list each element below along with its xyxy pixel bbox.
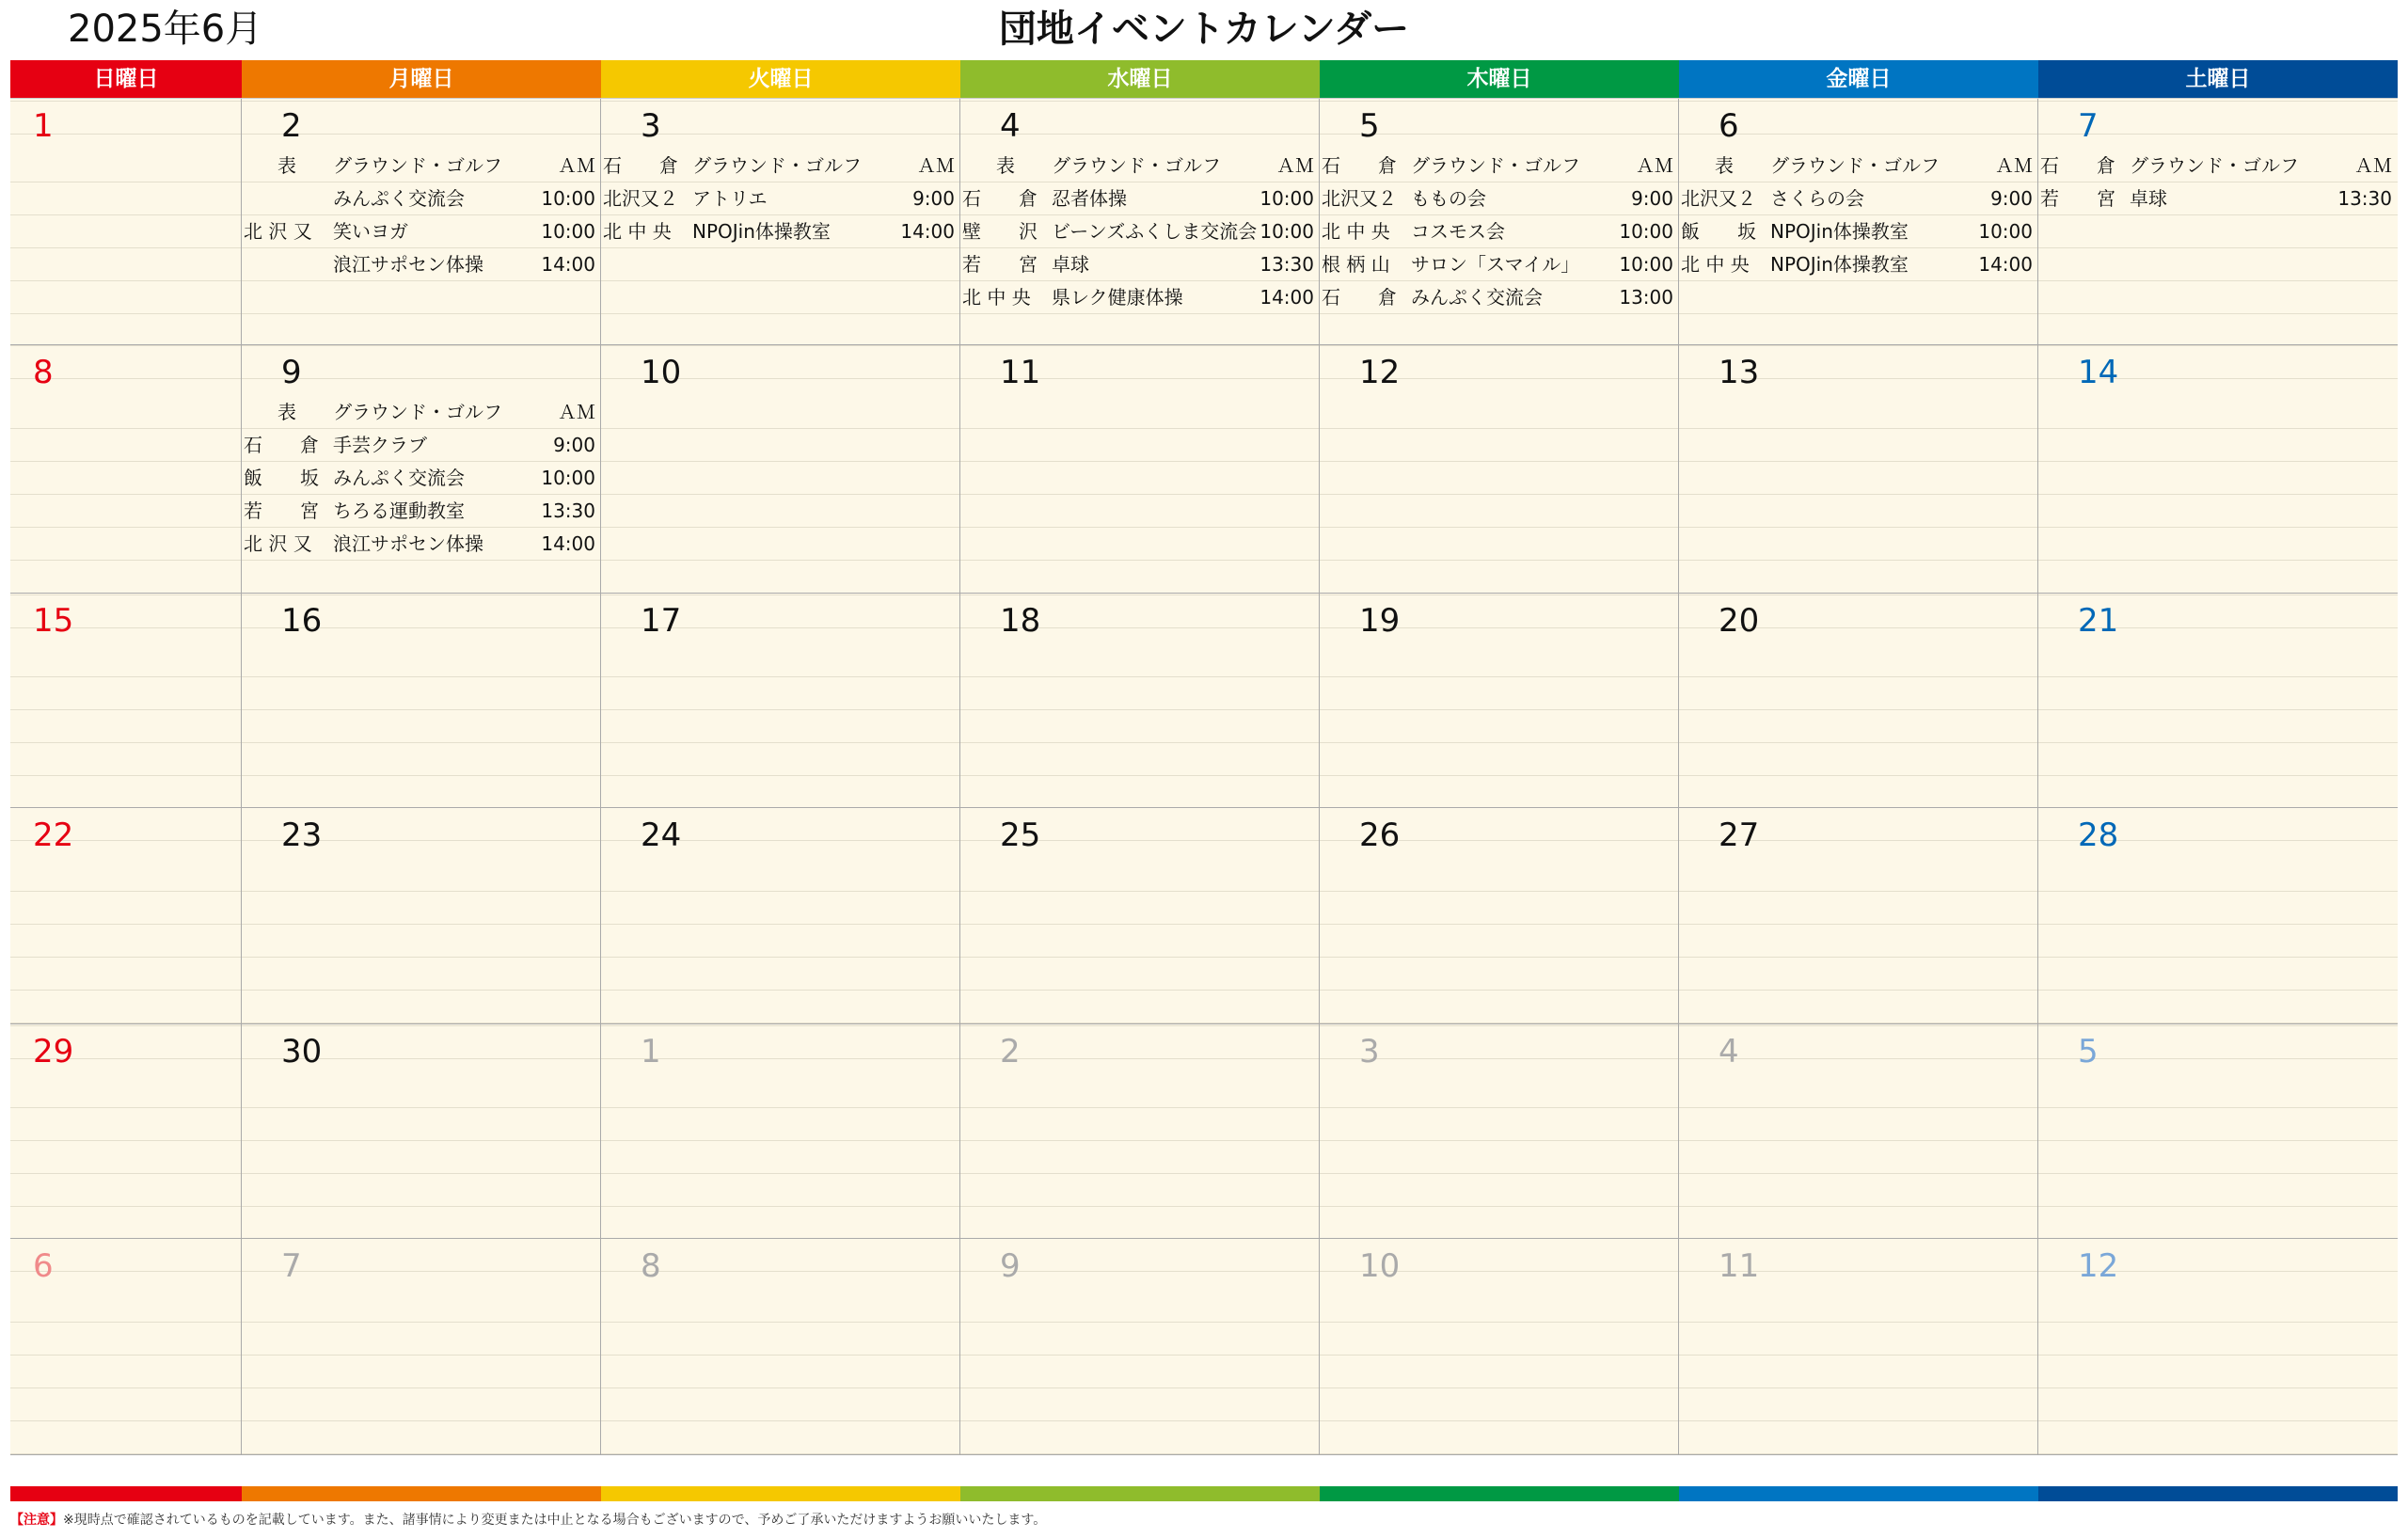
day-cell[interactable] bbox=[1679, 345, 2038, 594]
event-time: ＡＭ bbox=[1636, 154, 1673, 177]
day-cell[interactable] bbox=[960, 808, 1320, 1024]
bottom-bar-segment bbox=[1320, 1486, 1679, 1501]
day-number: 17 bbox=[641, 602, 682, 640]
weekday-wed: 水曜日 bbox=[960, 60, 1320, 98]
event-time: 13:30 bbox=[2337, 187, 2392, 210]
event-name: 卓球 bbox=[2130, 187, 2167, 210]
event-time: 9:00 bbox=[1631, 187, 1673, 210]
event-time: 9:00 bbox=[553, 434, 595, 456]
day-cell[interactable] bbox=[1679, 1239, 2038, 1455]
event-row bbox=[244, 248, 597, 281]
event-time: ＡＭ bbox=[917, 154, 955, 177]
day-number: 1 bbox=[33, 107, 54, 145]
day-number: 9 bbox=[1000, 1247, 1021, 1285]
event-name: 忍者体操 bbox=[1052, 187, 1127, 210]
day-cell[interactable] bbox=[242, 808, 601, 1024]
day-cell[interactable] bbox=[601, 345, 960, 594]
event-row bbox=[1681, 150, 2035, 182]
event-location: 北沢又２ bbox=[1681, 187, 1756, 210]
day-cell[interactable] bbox=[242, 1239, 601, 1455]
day-cell[interactable] bbox=[10, 1024, 242, 1239]
day-number: 5 bbox=[2078, 1033, 2099, 1070]
day-cell[interactable] bbox=[601, 808, 960, 1024]
day-number: 23 bbox=[281, 817, 323, 854]
event-location: 北 中 央 bbox=[1681, 253, 1750, 276]
event-row bbox=[962, 215, 1316, 248]
day-cell[interactable] bbox=[1320, 1024, 1679, 1239]
event-name: みんぷく交流会 bbox=[1411, 286, 1543, 309]
day-cell[interactable] bbox=[2038, 1024, 2398, 1239]
event-location: 表 bbox=[1715, 154, 1734, 177]
day-number: 2 bbox=[1000, 1033, 1021, 1070]
page-title: 団地イベントカレンダー bbox=[998, 8, 1410, 51]
event-location: 石 倉 bbox=[1322, 154, 1397, 177]
event-time: 10:00 bbox=[541, 187, 595, 210]
event-name: 浪江サポセン体操 bbox=[333, 532, 483, 555]
event-name: みんぷく交流会 bbox=[333, 467, 465, 489]
day-number: 14 bbox=[2078, 354, 2119, 391]
event-row bbox=[244, 182, 597, 215]
event-location: 石 倉 bbox=[603, 154, 678, 177]
day-cell[interactable] bbox=[960, 594, 1320, 808]
event-name: 卓球 bbox=[1052, 253, 1089, 276]
event-row bbox=[1681, 248, 2035, 281]
event-time: ＡＭ bbox=[558, 154, 595, 177]
day-number: 16 bbox=[281, 602, 323, 640]
day-cell[interactable] bbox=[601, 99, 960, 345]
day-cell[interactable] bbox=[1320, 808, 1679, 1024]
event-name: みんぷく交流会 bbox=[333, 187, 465, 210]
day-cell[interactable] bbox=[1679, 99, 2038, 345]
day-number: 12 bbox=[2078, 1247, 2119, 1285]
day-cell[interactable] bbox=[1320, 99, 1679, 345]
event-location: 表 bbox=[277, 154, 296, 177]
event-location: 若 宮 bbox=[244, 499, 319, 522]
weekday-tue: 火曜日 bbox=[601, 60, 960, 98]
year-month-label: 2025年6月 bbox=[68, 8, 263, 51]
event-location: 北 中 央 bbox=[962, 286, 1031, 309]
weekday-thu: 木曜日 bbox=[1320, 60, 1679, 98]
event-time: 13:30 bbox=[541, 499, 595, 522]
weekday-mon: 月曜日 bbox=[242, 60, 601, 98]
event-row bbox=[1322, 215, 1675, 248]
day-number: 24 bbox=[641, 817, 682, 854]
day-cell[interactable] bbox=[960, 1239, 1320, 1455]
event-time: 14:00 bbox=[541, 532, 595, 555]
event-name: 浪江サポセン体操 bbox=[333, 253, 483, 276]
event-row bbox=[1681, 182, 2035, 215]
day-number: 22 bbox=[33, 817, 74, 854]
event-time: 14:00 bbox=[1259, 286, 1314, 309]
day-number: 28 bbox=[2078, 817, 2119, 854]
day-number: 6 bbox=[1719, 107, 1739, 145]
day-cell[interactable] bbox=[2038, 594, 2398, 808]
day-cell[interactable] bbox=[1320, 594, 1679, 808]
calendar bbox=[10, 60, 2398, 1455]
day-cell[interactable] bbox=[960, 345, 1320, 594]
event-time: 10:00 bbox=[1978, 220, 2033, 243]
day-cell[interactable] bbox=[2038, 808, 2398, 1024]
event-name: NPOJin体操教室 bbox=[692, 220, 831, 243]
event-time: ＡＭ bbox=[558, 401, 595, 423]
day-number: 26 bbox=[1359, 817, 1401, 854]
event-name: グラウンド・ゴルフ bbox=[1411, 154, 1580, 177]
footer-note-label: 【注意】 bbox=[10, 1513, 63, 1528]
weekday-header-row bbox=[10, 60, 2398, 98]
day-number: 12 bbox=[1359, 354, 1401, 391]
event-location: 壁 沢 bbox=[962, 220, 1038, 243]
day-cell[interactable] bbox=[1679, 808, 2038, 1024]
event-time: 10:00 bbox=[1619, 253, 1673, 276]
day-cell[interactable] bbox=[2038, 1239, 2398, 1455]
day-cell[interactable] bbox=[242, 1024, 601, 1239]
day-number: 13 bbox=[1719, 354, 1760, 391]
event-time: 10:00 bbox=[1259, 220, 1314, 243]
event-row bbox=[244, 528, 597, 561]
event-name: ビーンズふくしま交流会 bbox=[1052, 220, 1258, 243]
event-row bbox=[244, 495, 597, 528]
footer-note-text: ※現時点で確認されているものを記載しています。また、諸事情により変更または中止となる場合もございますので、予めご了承いただけますようお願いいたします。 bbox=[63, 1513, 1047, 1528]
event-name: グラウンド・ゴルフ bbox=[1770, 154, 1940, 177]
event-location: 石 倉 bbox=[2040, 154, 2115, 177]
day-cell[interactable] bbox=[10, 808, 242, 1024]
day-cell[interactable] bbox=[1679, 594, 2038, 808]
bottom-bar-segment bbox=[242, 1486, 601, 1501]
event-name: グラウンド・ゴルフ bbox=[1052, 154, 1221, 177]
day-number: 6 bbox=[33, 1247, 54, 1285]
day-number: 25 bbox=[1000, 817, 1041, 854]
header bbox=[0, 0, 2408, 60]
day-number: 1 bbox=[641, 1033, 661, 1070]
day-number: 3 bbox=[1359, 1033, 1380, 1070]
event-time: 14:00 bbox=[1978, 253, 2033, 276]
event-row bbox=[244, 462, 597, 495]
weekday-fri: 金曜日 bbox=[1679, 60, 2038, 98]
event-location: 北 沢 又 bbox=[244, 532, 312, 555]
day-cell[interactable] bbox=[242, 594, 601, 808]
event-row bbox=[244, 396, 597, 429]
day-number: 15 bbox=[33, 602, 74, 640]
day-number: 27 bbox=[1719, 817, 1760, 854]
day-number: 19 bbox=[1359, 602, 1401, 640]
event-time: 14:00 bbox=[900, 220, 955, 243]
day-cell[interactable] bbox=[2038, 345, 2398, 594]
day-number: 5 bbox=[1359, 107, 1380, 145]
event-row bbox=[962, 182, 1316, 215]
day-number: 11 bbox=[1000, 354, 1041, 391]
event-location: 北沢又２ bbox=[603, 187, 678, 210]
event-location: 表 bbox=[996, 154, 1015, 177]
event-row bbox=[1322, 281, 1675, 314]
bottom-color-bar bbox=[10, 1486, 2398, 1501]
day-cell[interactable] bbox=[601, 1024, 960, 1239]
day-cell[interactable] bbox=[10, 594, 242, 808]
event-location: 表 bbox=[277, 401, 296, 423]
event-location: 北 中 央 bbox=[1322, 220, 1390, 243]
event-time: 13:00 bbox=[1619, 286, 1673, 309]
day-number: 20 bbox=[1719, 602, 1760, 640]
event-location: 飯 坂 bbox=[1681, 220, 1756, 243]
day-cell[interactable] bbox=[242, 99, 601, 345]
day-number: 9 bbox=[281, 354, 302, 391]
event-name: 県レク健康体操 bbox=[1052, 286, 1183, 309]
event-row bbox=[1322, 182, 1675, 215]
event-row bbox=[244, 215, 597, 248]
day-cell[interactable] bbox=[1320, 1239, 1679, 1455]
event-row bbox=[2040, 150, 2394, 182]
event-row bbox=[244, 150, 597, 182]
event-name: ちろる運動教室 bbox=[333, 499, 465, 522]
day-number: 4 bbox=[1719, 1033, 1739, 1070]
event-location: 北沢又２ bbox=[1322, 187, 1397, 210]
day-cell[interactable] bbox=[601, 1239, 960, 1455]
weekday-sat: 土曜日 bbox=[2038, 60, 2398, 98]
event-name: NPOJin体操教室 bbox=[1770, 253, 1909, 276]
event-time: 10:00 bbox=[1619, 220, 1673, 243]
event-row bbox=[2040, 182, 2394, 215]
event-name: サロン「スマイル」 bbox=[1411, 253, 1580, 276]
event-time: ＡＭ bbox=[1276, 154, 1314, 177]
day-number: 2 bbox=[281, 107, 302, 145]
weekday-sun: 日曜日 bbox=[10, 60, 242, 98]
event-row bbox=[603, 150, 957, 182]
event-row bbox=[1322, 150, 1675, 182]
event-location: 根 柄 山 bbox=[1322, 253, 1390, 276]
event-time: ＡＭ bbox=[2354, 154, 2392, 177]
day-cell[interactable] bbox=[10, 345, 242, 594]
event-row bbox=[603, 215, 957, 248]
day-number: 8 bbox=[33, 354, 54, 391]
event-row bbox=[603, 182, 957, 215]
event-location: 石 倉 bbox=[244, 434, 319, 456]
day-number: 29 bbox=[33, 1033, 74, 1070]
day-number: 10 bbox=[641, 354, 682, 391]
event-row bbox=[1681, 215, 2035, 248]
event-time: 9:00 bbox=[912, 187, 955, 210]
day-number: 11 bbox=[1719, 1247, 1760, 1285]
event-time: 9:00 bbox=[1990, 187, 2033, 210]
day-cell[interactable] bbox=[1679, 1024, 2038, 1239]
event-location: 北 沢 又 bbox=[244, 220, 312, 243]
event-location: 若 宮 bbox=[962, 253, 1038, 276]
event-name: グラウンド・ゴルフ bbox=[333, 401, 502, 423]
event-row bbox=[962, 248, 1316, 281]
day-cell[interactable] bbox=[2038, 99, 2398, 345]
day-number: 10 bbox=[1359, 1247, 1401, 1285]
event-name: コスモス会 bbox=[1411, 220, 1505, 243]
footer-note bbox=[10, 1511, 1046, 1530]
bottom-bar-segment bbox=[1679, 1486, 2038, 1501]
day-number: 4 bbox=[1000, 107, 1021, 145]
bottom-bar-segment bbox=[960, 1486, 1320, 1501]
event-time: 13:30 bbox=[1259, 253, 1314, 276]
day-number: 7 bbox=[281, 1247, 302, 1285]
day-number: 30 bbox=[281, 1033, 323, 1070]
event-time: 10:00 bbox=[541, 467, 595, 489]
event-name: NPOJin体操教室 bbox=[1770, 220, 1909, 243]
event-name: ももの会 bbox=[1411, 187, 1486, 210]
event-name: さくらの会 bbox=[1770, 187, 1864, 210]
event-location: 石 倉 bbox=[1322, 286, 1397, 309]
event-location: 若 宮 bbox=[2040, 187, 2115, 210]
calendar-grid bbox=[10, 98, 2398, 1455]
event-name: 笑いヨガ bbox=[333, 220, 408, 243]
event-name: 手芸クラブ bbox=[333, 434, 427, 456]
event-time: 14:00 bbox=[541, 253, 595, 276]
bottom-bar-segment bbox=[2038, 1486, 2398, 1501]
day-number: 7 bbox=[2078, 107, 2099, 145]
event-row bbox=[1322, 248, 1675, 281]
day-number: 18 bbox=[1000, 602, 1041, 640]
event-row bbox=[962, 281, 1316, 314]
day-cell[interactable] bbox=[10, 99, 242, 345]
day-cell[interactable] bbox=[601, 594, 960, 808]
event-row bbox=[244, 429, 597, 462]
event-location: 石 倉 bbox=[962, 187, 1038, 210]
day-cell[interactable] bbox=[10, 1239, 242, 1455]
event-time: 10:00 bbox=[1259, 187, 1314, 210]
event-name: グラウンド・ゴルフ bbox=[2130, 154, 2299, 177]
event-row bbox=[962, 150, 1316, 182]
event-name: グラウンド・ゴルフ bbox=[333, 154, 502, 177]
day-number: 3 bbox=[641, 107, 661, 145]
bottom-bar-segment bbox=[10, 1486, 242, 1501]
day-cell[interactable] bbox=[242, 345, 601, 594]
event-time: 10:00 bbox=[541, 220, 595, 243]
event-location: 北 中 央 bbox=[603, 220, 672, 243]
day-cell[interactable] bbox=[960, 1024, 1320, 1239]
bottom-bar-segment bbox=[601, 1486, 960, 1501]
day-cell[interactable] bbox=[1320, 345, 1679, 594]
event-name: グラウンド・ゴルフ bbox=[692, 154, 862, 177]
event-time: ＡＭ bbox=[1995, 154, 2033, 177]
day-cell[interactable] bbox=[960, 99, 1320, 345]
event-name: アトリエ bbox=[692, 187, 768, 210]
day-number: 21 bbox=[2078, 602, 2119, 640]
day-number: 8 bbox=[641, 1247, 661, 1285]
event-location: 飯 坂 bbox=[244, 467, 319, 489]
